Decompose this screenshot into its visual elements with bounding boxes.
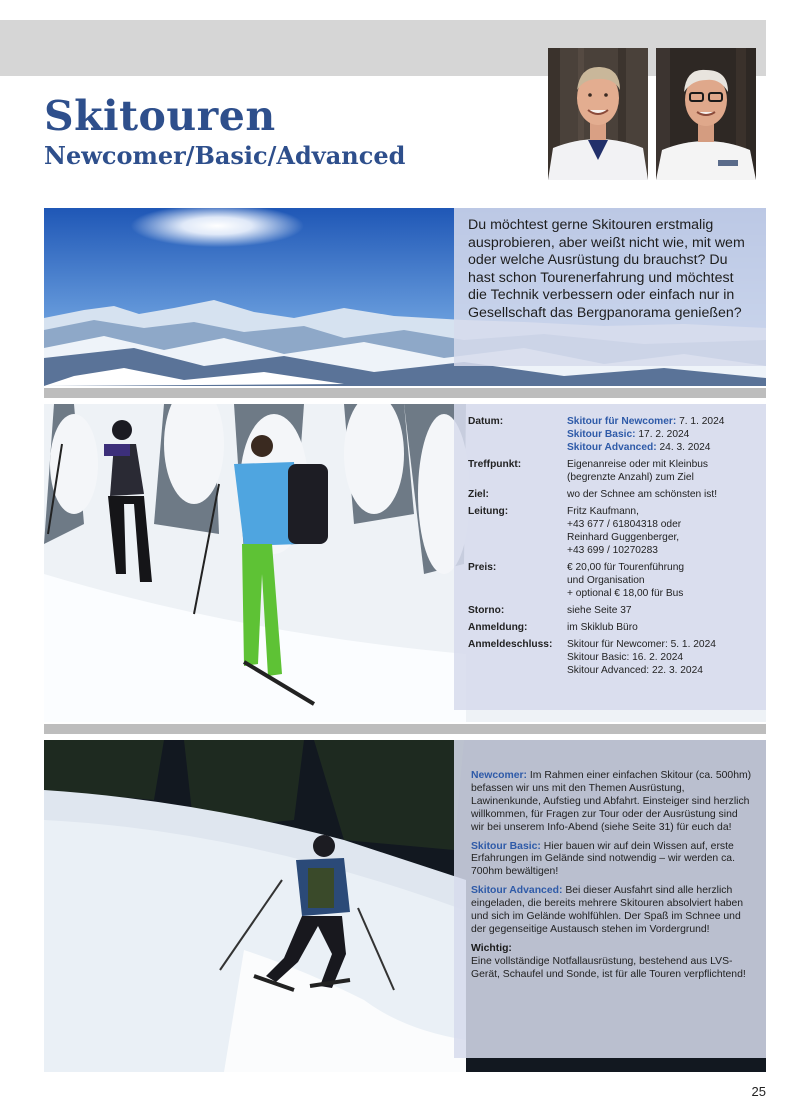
preis-line-3: + optional € 18,00 für Bus (567, 588, 684, 599)
details-row-preis (468, 561, 724, 604)
description-panel (454, 740, 766, 1058)
intro-panel (454, 208, 766, 366)
details-row-anmeldung (468, 621, 724, 638)
header-bar (0, 20, 766, 76)
leitung-line-2: +43 677 / 61804318 oder (567, 519, 682, 530)
leitung-line-3: Reinhard Guggenberger, (567, 532, 680, 543)
ziel-value: wo der Schnee am schönsten ist! (567, 489, 718, 500)
intro-text: Du möchtest gerne Skitouren erstmalig ausprobieren, aber weißt nicht wie, mit wem oder welche Ausrüstung du brauchst? Du hast schon Tourenerfahrung und möchtest die Technik verbessern oder einfach nur in Gesellschaft das Bergpanorama genießen? (468, 217, 745, 321)
details-table (468, 415, 724, 681)
basic-heading: Skitour Basic: (471, 840, 541, 852)
details-row-anmeldeschluss (468, 638, 724, 681)
wichtig-text: Eine vollständige Notfallausrüstung, bestehend aus LVS-Gerät, Schaufel und Sonde, ist für alle Touren verpflichtend! (471, 955, 746, 980)
ziel-label: Ziel: (468, 489, 489, 500)
basic-paragraph (471, 841, 752, 880)
datum-advanced-date: 24. 3. 2024 (659, 442, 711, 453)
leitung-label: Leitung: (468, 506, 509, 517)
newcomer-text: Im Rahmen einer einfachen Skitour (ca. 500hm) befassen wir uns mit den Themen Ausrüstung, Lawinenkunde, Aufstieg und Abfahrt. Einsteiger sind herzlich willkommen, für Fragen zur Tour oder der Ausrüstung sind wir bei unserem Info-Abend (siehe Seite 31) für euch da! (471, 770, 752, 833)
storno-value: siehe Seite 37 (567, 605, 632, 616)
treffpunkt-line-1: Eigenanreise oder mit Kleinbus (567, 459, 709, 470)
details-row-storno (468, 604, 724, 621)
basic-text: Hier bauen wir auf dein Wissen auf, erste Erfahrungen im Gelände sind notwendig – wir werden ca. 700hm bewältigen! (471, 840, 735, 878)
datum-newcomer-date: 7. 1. 2024 (679, 416, 725, 427)
anmeldung-value: im Skiklub Büro (567, 622, 638, 633)
treffpunkt-line-2: (begrenzte Anzahl) zum Ziel (567, 472, 694, 483)
anmeldung-label: Anmeldung: (468, 622, 528, 633)
newcomer-heading: Newcomer: (471, 770, 528, 781)
newcomer-paragraph (471, 770, 752, 835)
anmeldeschluss-line-2: Skitour Basic: 16. 2. 2024 (567, 652, 684, 663)
divider-strip (44, 388, 766, 398)
anmeldeschluss-label: Anmeldeschluss: (468, 639, 553, 650)
page-number: 25 (751, 1084, 766, 1099)
wichtig-paragraph (471, 943, 752, 982)
advanced-heading: Skitour Advanced: (471, 885, 563, 897)
datum-basic-date: 17. 2. 2024 (638, 429, 690, 440)
details-panel (454, 404, 766, 710)
mountain-panorama-section (44, 208, 766, 386)
datum-advanced-name: Skitour Advanced: (567, 442, 657, 453)
storno-label: Storno: (468, 605, 505, 616)
preis-line-2: und Organisation (567, 575, 645, 586)
anmeldeschluss-line-3: Skitour Advanced: 22. 3. 2024 (567, 665, 703, 676)
leitung-line-4: +43 699 / 10270283 (567, 545, 658, 556)
portrait-guide-1 (548, 48, 648, 180)
details-row-treffpunkt (468, 458, 724, 488)
datum-newcomer-name: Skitour für Newcomer: (567, 416, 677, 427)
details-row-leitung (468, 505, 724, 561)
leitung-line-1: Fritz Kaufmann, (567, 506, 639, 517)
uphill-section (44, 404, 766, 722)
wichtig-heading: Wichtig: (471, 942, 512, 954)
datum-label: Datum: (468, 416, 504, 427)
details-row-ziel (468, 488, 724, 505)
portrait-guide-2 (656, 48, 756, 180)
preis-line-1: € 20,00 für Tourenführung (567, 562, 685, 573)
divider-strip (44, 724, 766, 734)
page-title: Skitouren (44, 92, 276, 140)
details-row-datum (468, 415, 724, 458)
page-subtitle: Newcomer/Basic/Advanced (44, 141, 406, 170)
downhill-section (44, 740, 766, 1072)
anmeldeschluss-line-1: Skitour für Newcomer: 5. 1. 2024 (567, 639, 716, 650)
preis-label: Preis: (468, 562, 497, 573)
advanced-text: Bei dieser Ausfahrt sind alle herzlich eingeladen, die bereits mehrere Skitouren absolviert haben und sich im Gelände wohlfühlen. Der Spaß im Schnee und der gegenseitige Austausch stehen im Vordergrund! (471, 885, 744, 935)
datum-basic-name: Skitour Basic: (567, 429, 636, 440)
advanced-paragraph (471, 885, 752, 937)
treffpunkt-label: Treffpunkt: (468, 459, 522, 470)
